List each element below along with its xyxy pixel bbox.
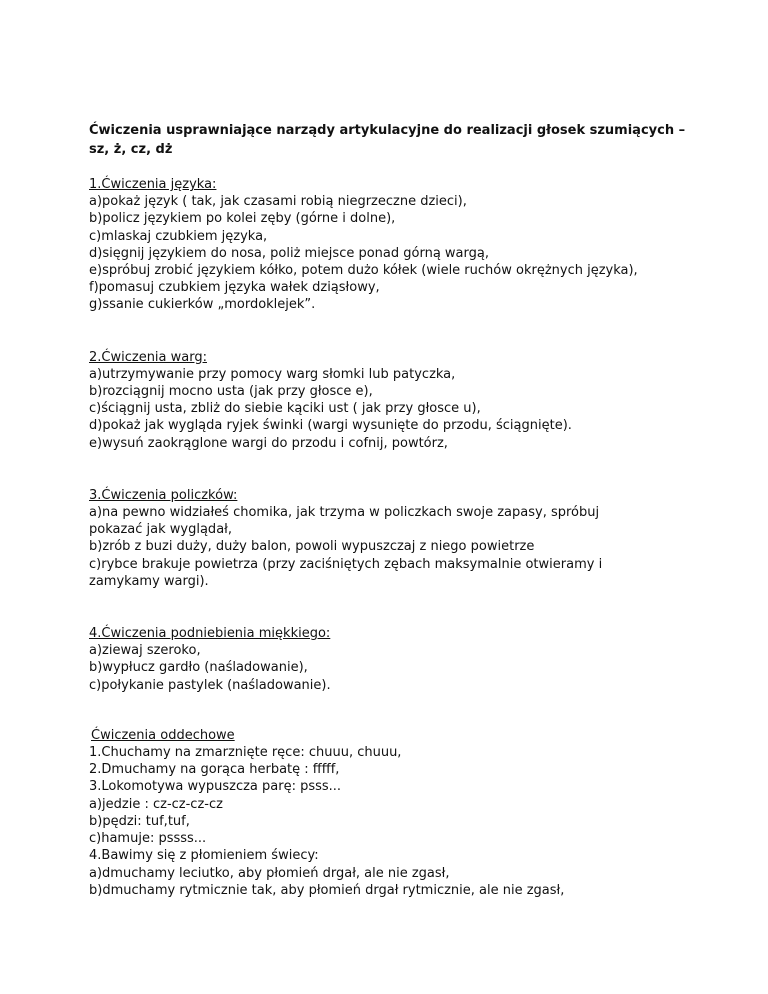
section-cheek-exercises	[89, 487, 689, 590]
list-item: c)hamuje: pssss...	[89, 831, 207, 847]
document-page	[89, 121, 689, 899]
list-item: a)utrzymywanie przy pomocy warg słomki lub patyczka,	[89, 366, 456, 382]
section-lip-exercises	[89, 349, 689, 452]
section-heading: 1.Ćwiczenia języka:	[89, 177, 217, 192]
list-item: a)ziewaj szeroko,	[89, 643, 201, 659]
section-heading: Ćwiczenia oddechowe	[91, 727, 235, 743]
list-item: a)dmuchamy leciutko, aby płomień drgał, ale nie zgasł,	[89, 865, 450, 881]
list-item: c)ściągnij usta, zbliż do siebie kąciki ust ( jak przy głosce u),	[89, 401, 481, 417]
list-item: c)rybce brakuje powietrza (przy zaciśniętych zębach maksymalnie otwieramy i	[89, 556, 603, 572]
section-heading: 2.Ćwiczenia warg:	[89, 349, 207, 365]
section-breathing-exercises	[89, 727, 689, 899]
list-item: a)pokaż język ( tak, jak czasami robią niegrzeczne dzieci),	[89, 194, 467, 210]
list-item: g)ssanie cukierków „mordoklejek”.	[89, 297, 316, 313]
list-item: 4.Bawimy się z płomieniem świecy:	[89, 848, 319, 864]
section-heading: 3.Ćwiczenia policzków:	[89, 487, 238, 503]
list-item: pokazać jak wyglądał,	[89, 522, 232, 538]
list-item: b)wypłucz gardło (naśladowanie),	[89, 660, 308, 676]
list-item: e)wysuń zaokrąglone wargi do przodu i cofnij, powtórz,	[89, 435, 448, 451]
title-line-2: sz, ż, cz, dż	[89, 142, 173, 157]
title-line-1: Ćwiczenia usprawniające narządy artykulacyjne do realizacji głosek szumiących –	[89, 123, 686, 138]
list-item: 3.Lokomotywa wypuszcza parę: psss...	[89, 779, 342, 795]
list-item: a)na pewno widziałeś chomika, jak trzyma w policzkach swoje zapasy, spróbuj	[89, 505, 600, 521]
document-title	[89, 121, 689, 159]
list-item: b)zrób z buzi duży, duży balon, powoli wypuszczaj z niego powietrze	[89, 539, 535, 555]
list-item: 2.Dmuchamy na gorąca herbatę : fffff,	[89, 762, 340, 778]
list-item: zamykamy wargi).	[89, 573, 209, 589]
section-tongue-exercises	[89, 176, 689, 314]
list-item: c)połykanie pastylek (naśladowanie).	[89, 677, 331, 693]
list-item: 1.Chuchamy na zmarznięte ręce: chuuu, chuuu,	[89, 745, 402, 761]
list-item: a)jedzie : cz-cz-cz-cz	[89, 796, 223, 812]
list-item: b)policz językiem po kolei zęby (górne i dolne),	[89, 211, 396, 227]
list-item: d)sięgnij językiem do nosa, poliż miejsce ponad górną wargą,	[89, 245, 489, 261]
list-item: d)pokaż jak wygląda ryjek świnki (wargi wysunięte do przodu, ściągnięte).	[89, 418, 572, 434]
section-soft-palate-exercises	[89, 625, 689, 694]
list-item: e)spróbuj zrobić językiem kółko, potem dużo kółek (wiele ruchów okrężnych języka),	[89, 263, 638, 279]
list-item: b)dmuchamy rytmicznie tak, aby płomień drgał rytmicznie, ale nie zgasł,	[89, 882, 565, 898]
list-item: b)rozciągnij mocno usta (jak przy głosce e),	[89, 384, 373, 400]
list-item: c)mlaskaj czubkiem języka,	[89, 228, 268, 244]
list-item: f)pomasuj czubkiem języka wałek dziąsłowy,	[89, 280, 380, 296]
list-item: b)pędzi: tuf,tuf,	[89, 813, 190, 829]
section-heading: 4.Ćwiczenia podniebienia miękkiego:	[89, 626, 331, 642]
